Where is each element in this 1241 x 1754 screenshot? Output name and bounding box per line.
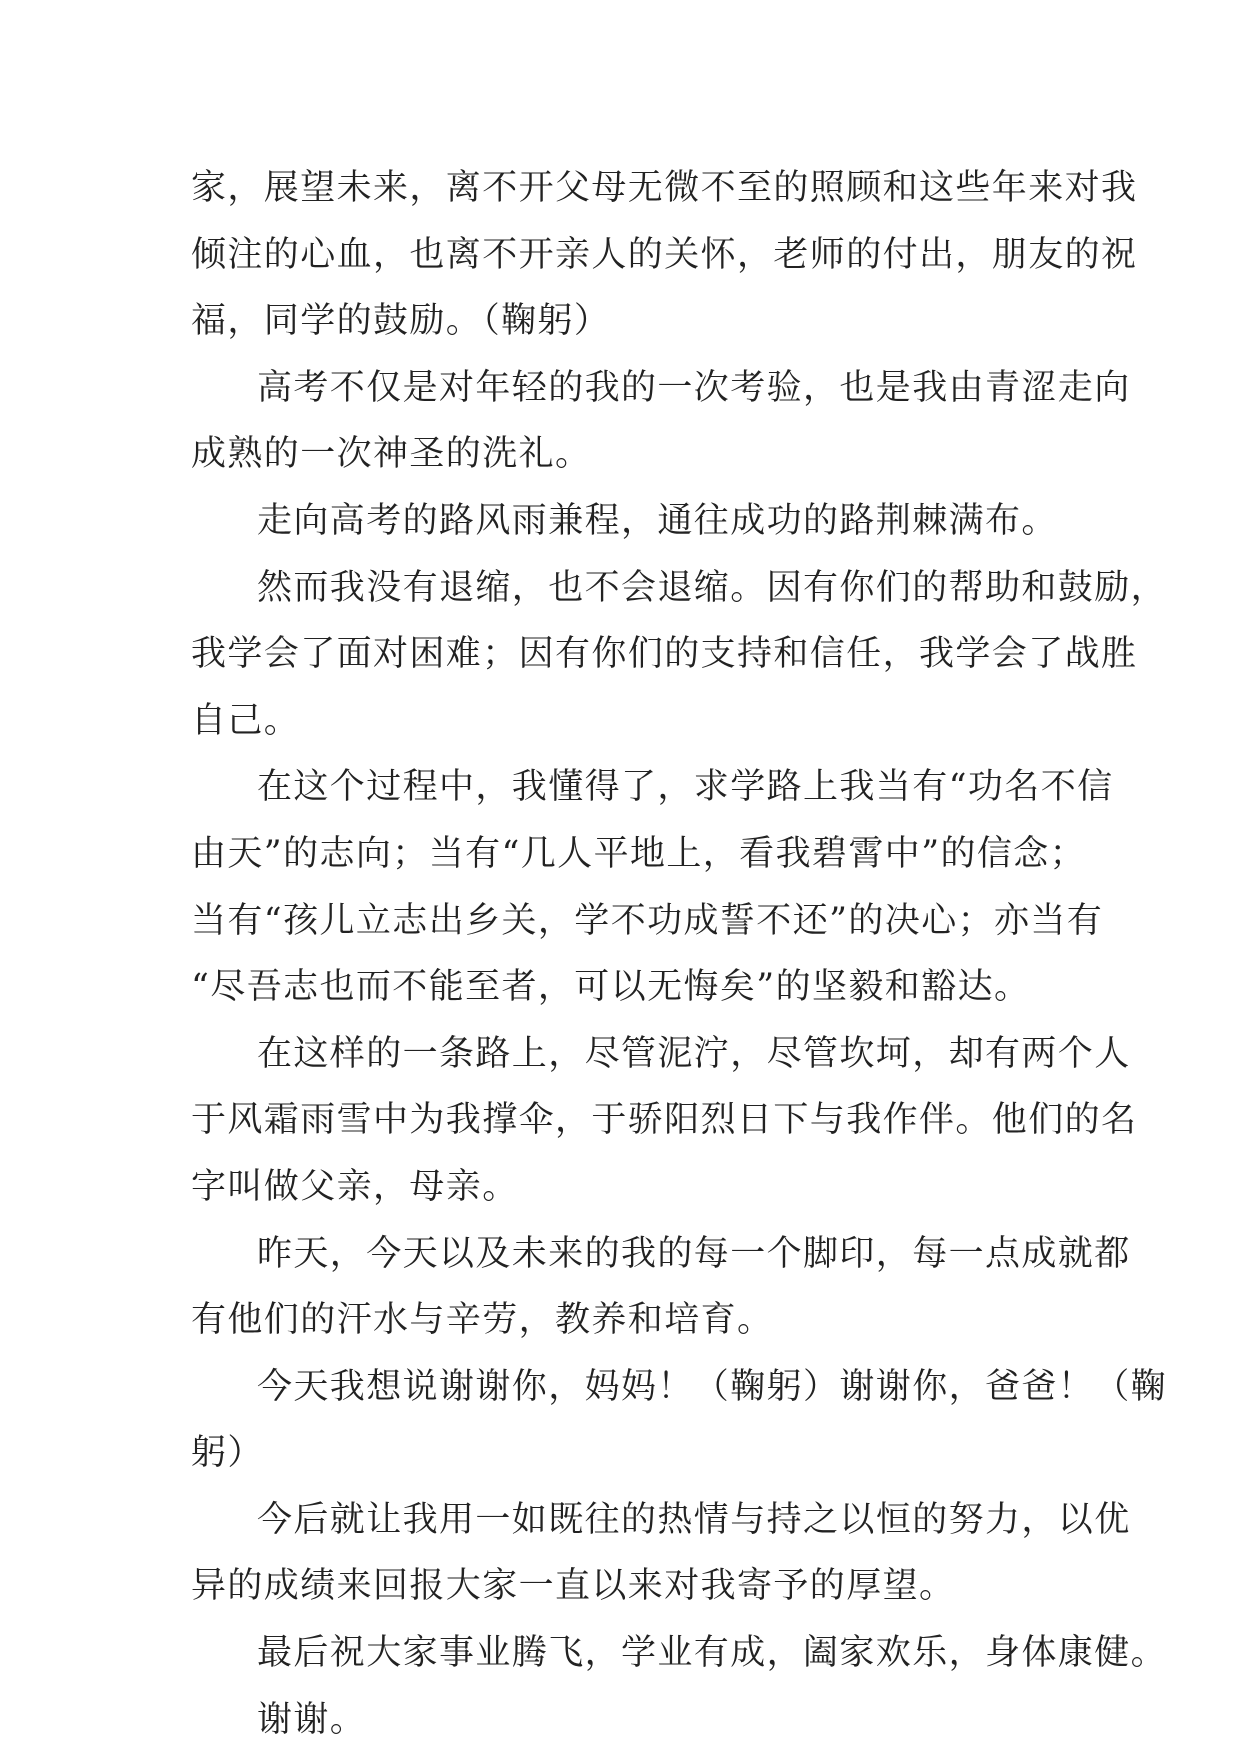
text-line: 成熟的一次神圣的洗礼。	[191, 434, 592, 475]
paragraph-first-line: 然而我没有退缩，也不会退缩。因有你们的帮助和鼓励，	[257, 567, 1168, 608]
paragraph-first-line: 今后就让我用一如既往的热情与持之以恒的努力，以优	[257, 1499, 1131, 1540]
text-line: 家，展望未来，离不开父母无微不至的照顾和这些年来对我	[191, 168, 1138, 208]
text-line: 躬）	[191, 1433, 264, 1474]
paragraph-first-line: 谢谢。	[257, 1699, 367, 1740]
paragraph-first-line: 最后祝大家事业腾飞，学业有成，阖家欢乐，身体康健。	[257, 1633, 1168, 1674]
text-line: “尽吾志也而不能至者，可以无悔矣”的坚毅和豁达。	[191, 967, 1031, 1008]
text-line: 倾注的心血，也离不开亲人的关怀，老师的付出，朋友的祝	[191, 234, 1138, 275]
text-line: 福，同学的鼓励。（鞠躬）	[191, 301, 611, 342]
text-line: 有他们的汗水与辛劳，教养和培育。	[191, 1300, 774, 1341]
text-line: 当有“孩儿立志出乡关，学不功成誓不还”的决心；亦当有	[191, 900, 1104, 941]
text-line: 我学会了面对困难；因有你们的支持和信任，我学会了战胜	[191, 634, 1138, 675]
text-line: 于风霜雨雪中为我撑伞，于骄阳烈日下与我作伴。他们的名	[191, 1100, 1138, 1141]
text-line: 异的成绩来回报大家一直以来对我寄予的厚望。	[191, 1566, 956, 1607]
text-line: 由天”的志向；当有“几人平地上，看我碧霄中”的信念；	[191, 833, 1087, 874]
paragraph-first-line: 昨天，今天以及未来的我的每一个脚印，每一点成就都	[257, 1233, 1131, 1274]
paragraph-first-line: 在这个过程中，我懂得了，求学路上我当有“功名不信	[257, 767, 1114, 808]
paragraph-first-line: 走向高考的路风雨兼程，通往成功的路荆棘满布。	[257, 500, 1058, 541]
speech-body	[191, 155, 1168, 1753]
paragraph-first-line: 今天我想说谢谢你，妈妈！（鞠躬）谢谢你，爸爸！（鞠	[257, 1366, 1168, 1407]
paragraph-first-line: 在这样的一条路上，尽管泥泞，尽管坎坷，却有两个人	[257, 1033, 1131, 1074]
text-line: 字叫做父亲，母亲。	[191, 1166, 519, 1207]
text-line: 自己。	[191, 700, 301, 741]
paragraph-first-line: 高考不仅是对年轻的我的一次考验，也是我由青涩走向	[257, 367, 1131, 408]
